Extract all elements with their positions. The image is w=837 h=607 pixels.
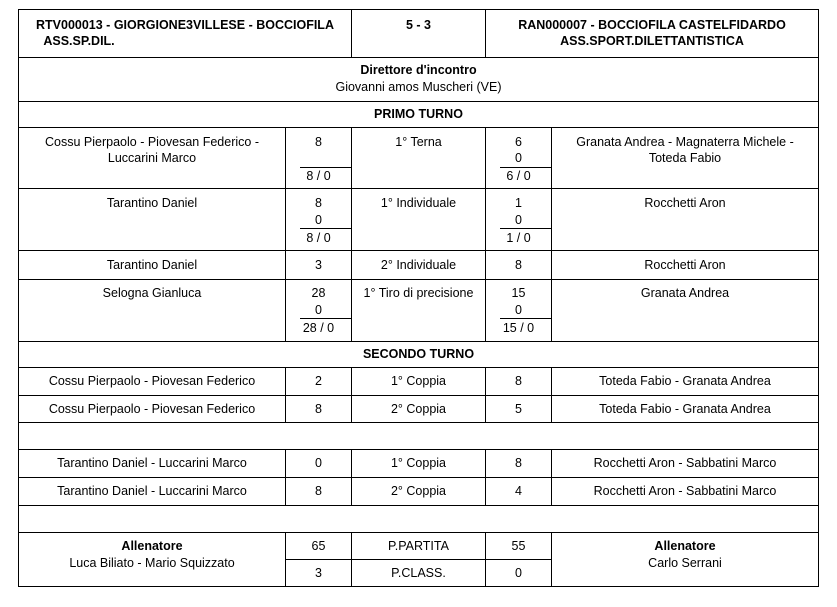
home-score: 8 xyxy=(315,135,322,149)
row-divider xyxy=(18,279,819,280)
home-total: 8 / 0 xyxy=(306,231,331,245)
home-score: 8 xyxy=(315,196,322,210)
away-players: Rocchetti Aron - Sabbatini Marco xyxy=(593,484,777,498)
away-score: 8 xyxy=(515,374,522,388)
row-divider xyxy=(18,477,819,478)
away-partita-points: 55 xyxy=(511,539,526,553)
away-extra: 0 xyxy=(515,303,522,317)
away-players: Rocchetti Aron xyxy=(644,196,726,210)
discipline: 1° Coppia xyxy=(390,374,447,388)
away-extra: 0 xyxy=(515,213,522,227)
class-label: P.CLASS. xyxy=(391,566,446,580)
director-label: Direttore d'incontro xyxy=(360,63,477,77)
away-score: 15 xyxy=(511,286,526,300)
row-divider xyxy=(18,395,819,396)
away-team-name: RAN000007 - BOCCIOFILA CASTELFIDARDO xyxy=(518,18,786,32)
home-coach-names: Luca Biliato - Mario Squizzato xyxy=(69,556,235,570)
home-class-points: 3 xyxy=(315,566,322,580)
discipline: 1° Coppia xyxy=(390,456,447,470)
subtotal-line xyxy=(500,228,552,229)
row-divider xyxy=(18,505,819,506)
row-divider xyxy=(18,57,819,58)
home-players: Tarantino Daniel xyxy=(106,258,198,272)
discipline: 1° Individuale xyxy=(380,196,457,210)
row-divider xyxy=(18,250,819,251)
col-divider xyxy=(351,127,352,341)
home-score: 0 xyxy=(315,456,322,470)
row-divider xyxy=(285,559,552,560)
home-players: Cossu Pierpaolo - Piovesan Federico xyxy=(48,374,256,388)
home-players: Tarantino Daniel - Luccarini Marco xyxy=(57,484,247,498)
away-players: Toteda Fabio - Granata Andrea xyxy=(599,374,771,388)
away-extra: 0 xyxy=(515,151,522,165)
home-partita-points: 65 xyxy=(311,539,326,553)
away-score: 8 xyxy=(515,456,522,470)
home-players-cont: Luccarini Marco xyxy=(107,151,197,165)
home-score: 8 xyxy=(315,402,322,416)
home-extra: 0 xyxy=(315,213,322,227)
away-score: 4 xyxy=(515,484,522,498)
home-total: 8 / 0 xyxy=(306,169,331,183)
director-name: Giovanni amos Muscheri (VE) xyxy=(335,80,502,94)
home-players: Tarantino Daniel - Luccarini Marco xyxy=(57,456,247,470)
frame-right xyxy=(818,9,819,587)
away-score: 1 xyxy=(515,196,522,210)
home-team-name: RTV000013 - GIORGIONE3VILLESE - BOCCIOFILA xyxy=(36,18,334,32)
frame-top xyxy=(18,9,819,10)
away-players: Toteda Fabio - Granata Andrea xyxy=(599,402,771,416)
secondo-turno-title: SECONDO TURNO xyxy=(362,347,475,361)
primo-turno-title: PRIMO TURNO xyxy=(374,107,463,121)
home-score: 2 xyxy=(315,374,322,388)
home-players: Cossu Pierpaolo - Piovesan Federico xyxy=(48,402,256,416)
away-class-points: 0 xyxy=(515,566,522,580)
home-players: Tarantino Daniel xyxy=(106,196,198,210)
row-divider xyxy=(18,532,819,533)
away-total: 1 / 0 xyxy=(506,231,531,245)
subtotal-line xyxy=(300,318,352,319)
away-players: Rocchetti Aron - Sabbatini Marco xyxy=(593,456,777,470)
away-score: 6 xyxy=(515,135,522,149)
away-players: Granata Andrea - Magnaterra Michele - xyxy=(576,135,794,149)
home-players: Selogna Gianluca xyxy=(102,286,202,300)
discipline: 2° Individuale xyxy=(380,258,457,272)
discipline: 2° Coppia xyxy=(390,402,447,416)
discipline: 1° Tiro di precisione xyxy=(363,286,474,300)
home-score: 3 xyxy=(315,258,322,272)
away-players: Granata Andrea xyxy=(640,286,730,300)
row-divider xyxy=(18,127,819,128)
row-divider xyxy=(18,341,819,342)
discipline: 1° Terna xyxy=(395,135,442,149)
home-score: 8 xyxy=(315,484,322,498)
subtotal-line xyxy=(500,318,552,319)
away-coach-names: Carlo Serrani xyxy=(648,556,722,570)
subtotal-line xyxy=(300,228,352,229)
home-team-name-cont: ASS.SP.DIL. xyxy=(43,34,115,48)
away-players: Rocchetti Aron xyxy=(644,258,726,272)
home-extra: 0 xyxy=(315,303,322,317)
away-coach-label: Allenatore xyxy=(654,539,716,553)
home-score: 28 xyxy=(311,286,326,300)
away-total: 15 / 0 xyxy=(502,321,535,335)
row-divider xyxy=(18,101,819,102)
discipline: 2° Coppia xyxy=(390,484,447,498)
frame-bottom xyxy=(18,586,819,587)
row-divider xyxy=(18,367,819,368)
row-divider xyxy=(18,188,819,189)
away-score: 5 xyxy=(515,402,522,416)
row-divider xyxy=(18,422,819,423)
home-players: Cossu Pierpaolo - Piovesan Federico - xyxy=(45,135,259,149)
home-coach-label: Allenatore xyxy=(121,539,183,553)
away-score: 8 xyxy=(515,258,522,272)
partita-label: P.PARTITA xyxy=(388,539,449,553)
away-total: 6 / 0 xyxy=(506,169,531,183)
away-players-cont: Toteda Fabio xyxy=(648,151,722,165)
row-divider xyxy=(18,449,819,450)
final-score: 5 - 3 xyxy=(405,18,431,32)
away-team-name-cont: ASS.SPORT.DILETTANTISTICA xyxy=(560,34,744,48)
home-total: 28 / 0 xyxy=(302,321,335,335)
